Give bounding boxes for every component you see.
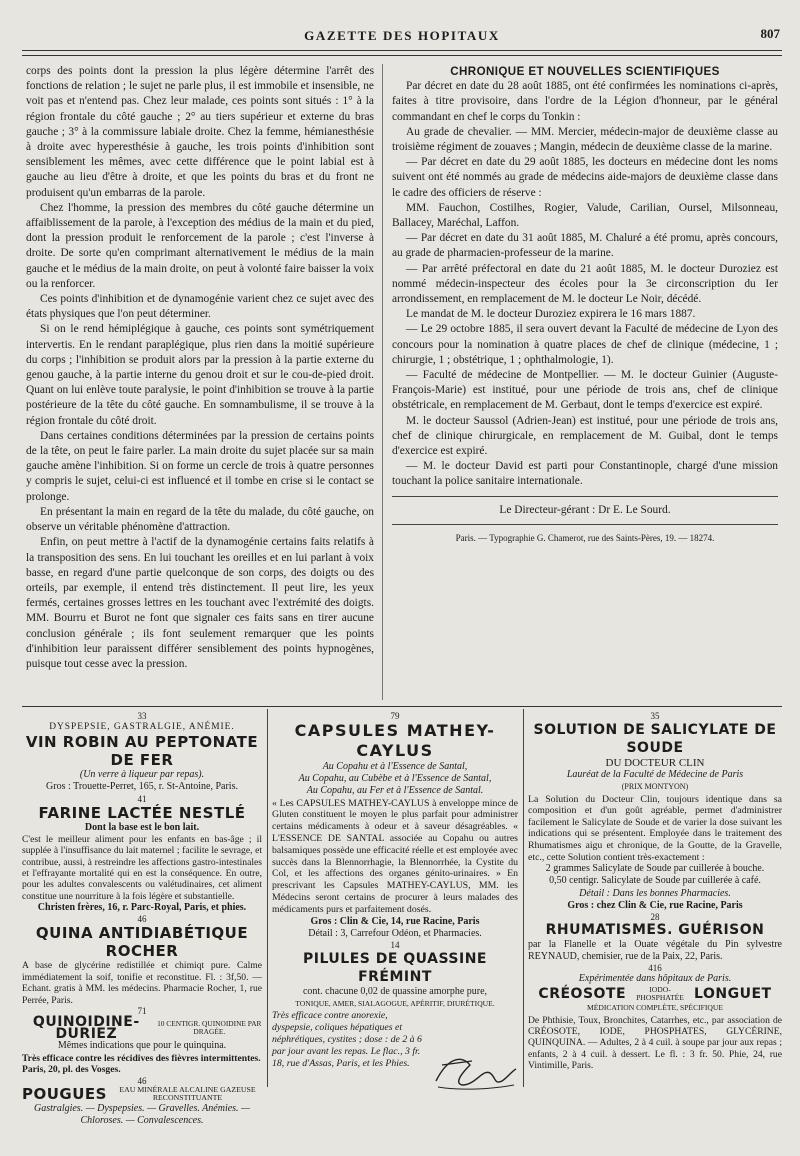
news-item: M. le docteur Saussol (Adrien-Jean) est institué, pour une période de trois ans, chef de clinique chirurgicale, en remplacement de M. Guibal, dont le temps d'exercice est expiré. xyxy=(392,414,778,458)
news-item: Par décret en date du 28 août 1885, ont été confirmées les nominations ci-après, faites à titre provisoire, dans l'ordre de la Légion d'honneur, par le général commandant en chef le corps du Tonkin : xyxy=(392,80,778,123)
ad-number: 41 xyxy=(137,793,147,804)
vin-robin-address: Gros : Trouette-Perret, 165, r. St-Antoine, Paris. xyxy=(46,781,238,793)
solution-address: Gros : chez Clin & Cie, rue Racine, Paris xyxy=(567,899,743,911)
news-item: — Par décret en date du 29 août 1885, les docteurs en médecine dont les noms suivent ont été nommés au grade de médecins aide-majors de deuxième classe dans le cadre des officiers de réserve : xyxy=(392,156,778,199)
news-item: Le mandat de M. le docteur Duroziez expirera le 16 mars 1887. xyxy=(406,308,696,321)
solution-dose-1: 2 grammes Salicylate de Soude par cuillerée à bouche. xyxy=(545,863,765,875)
article-paragraph: Ces points d'inhibition et de dynamogénie varient chez ce sujet avec des états physiques que l'on peut déterminer. xyxy=(26,293,374,321)
journal-title: GAZETTE DES HOPITAUX xyxy=(304,28,500,43)
creosote-kind: MÉDICATION COMPLÈTE, SPÉCIFIQUE xyxy=(586,1003,724,1013)
creosote-title: CRÉOSOTE xyxy=(538,985,627,1002)
rhumatismes-title: RHUMATISMES. GUÉRISON xyxy=(545,921,765,938)
article-paragraph: Si on le rend hémiplégique à gauche, ces points sont symétriquement intervertis. En le rendant paraplégique, plus rien dans la moitié supérieure du corps ; l'inhibition se produit alors par la pression à la partie externe du genou gauche, à la partie interne du genou droit et sur le cou-de-pied droit. Quant on lui enlève toute paralysie, le point d'inhibition se trouve à la partie postérieure de la tête du côté gauche. En somnambulisme, il se trouve à la région frontale du côté droit. xyxy=(26,323,374,427)
pougues-title: POUGUES xyxy=(22,1084,107,1103)
news-item: — M. le docteur David est parti pour Constantinople, chargé d'une mission touchant la police sanitaire internationale. xyxy=(392,460,778,488)
ad-kicker: DYSPEPSIE, GASTRALGIE, ANÉMIE. xyxy=(49,722,235,732)
quinoidine-dose: 10 CENTIGR. QUINOIDINE PAR DRAGÉE. xyxy=(157,1019,262,1037)
capsules-sub1: Au Copahu et à l'Essence de Santal, xyxy=(322,761,468,772)
article-paragraph: corps des points dont la pression la plus légère détermine l'arrêt des fonctions de relation ; le sujet ne parle plus, il est immobile et insensible, ne voit pas et n'entend pas. Chez leur malade, ces points sont situés : 1° à la région frontale du côté gauche ; 2° au tiers supérieur et externe du bras gauche ; 3° à la commissure labiale droite. Chez la femme, hémianesthésie à droite avec hyperesthésie à gauche, les trois points d'inhibition sont sensiblement les mêmes, avec cette différence que le point labial est à gauche au lieu d'être à droite, et que les points du bras et du front ne produisent qu'un embarras de la parole. xyxy=(26,65,374,199)
left-column xyxy=(26,64,374,672)
ad-column-2 xyxy=(272,711,518,1143)
column-divider xyxy=(382,64,383,700)
creosote-title-2: LONGUET xyxy=(694,985,772,1002)
article-paragraph: En présentant la main en regard de la tête du malade, du côté gauche, on observe un véritable phénomène d'attraction. xyxy=(26,505,374,534)
pougues-side: EAU MINÉRALE ALCALINE GAZEUSE RECONSTITUANTE xyxy=(119,1084,256,1103)
quinoidine-title: QUINOIDINE-DURIEZ xyxy=(32,1014,140,1043)
news-item: — Le 29 octobre 1885, il sera ouvert devant la Faculté de médecine de Lyon des concours pour la nomination à quatre places de chef de clinique (médecine, 1 ; chirurgie, 1 ; obstétrique, 1 ; ophthalmologie, 1). xyxy=(392,323,778,366)
news-item: — Faculté de médecine de Montpellier. — M. le docteur Guinier (Auguste-François-Marie) est institué, pour une période de trois ans, chef de clinique obstétricale, en remplacement de M. Gerbaut, dont le temps d'exercice est expiré. xyxy=(392,369,778,412)
quina-title: QUINA ANTIDIABÉTIQUE ROCHER xyxy=(35,924,249,961)
farine-address: Christen frères, 16, r. Parc-Royal, Paris, et phies. xyxy=(37,902,247,914)
news-item: MM. Fauchon, Costilhes, Rogier, Valude, Carilian, Oursel, Milsonneau, Ballacey, Maréchal, Laffon. xyxy=(392,201,778,230)
article-paragraph: Dans certaines conditions déterminées par la pression de certains points de la tête, on peut le faire parler. La main droite du sujet placée sur sa main gauche amène l'inhibition. Si on forme un cercle de trois à quatre personnes y compris le sujet, celui-ci est influencé et il tombe en crise si le contact se prolonge. xyxy=(26,429,374,503)
farine-text: C'est le meilleur aliment pour les enfants en bas-âge ; il supplée à l'insuffisance du lait maternel ; facilite le sevrage, et contribue, aussi, à restreindre les affections gastro-intestinales et l'effrayante mortalité qui en est la conséquence. En outre, pour les adultes convalescents ou valétudinaires, cet aliment constitue une nourriture à la fois légère et substantielle. xyxy=(22,833,262,902)
header-rule-thin xyxy=(22,55,782,56)
farine-title: FARINE LACTÉE NESTLÉ xyxy=(38,803,246,822)
pilules-title: PILULES DE QUASSINE FRÉMINT xyxy=(303,950,487,985)
printer-line: Paris. — Typographie G. Chamerot, rue des Saints-Pères, 19. — 18274. xyxy=(455,532,715,543)
pougues-text: Gastralgies. — Dyspepsies. — Gravelles. Anémies. — Chloroses. — Convalescences. xyxy=(34,1102,250,1126)
news-item: — Par arrêté préfectoral en date du 21 août 1885, M. le docteur Duroziez est nommé médecin-inspecteur des écoles pour la 3e circonscription du Ier arrondissement, en remplacement de M. le docteur Le Noir, décédé. xyxy=(392,262,778,306)
quinoidine-text1: Mêmes indications que pour le quinquina. xyxy=(57,1040,227,1052)
quinoidine-text2: Très efficace contre les récidives des fièvres intermittentes. Paris, 20, pl. des Vosges. xyxy=(22,1052,261,1076)
solution-text: La Solution du Docteur Clin, toujours identique dans sa composition et d'un goût agréable, permet d'administrer facilement le Salicylate de Soude et de varier la dose suivant les indications qui se présentent. Employée dans le traitement des Rhumatismes aigu et chronique, de la Goutte, de la Gravelle, etc., cette Solution contient très-exactement : xyxy=(528,793,782,863)
right-column xyxy=(392,64,778,546)
pougues-header xyxy=(22,1086,262,1103)
capsules-address: Gros : Clin & Cie, 14, rue Racine, Paris xyxy=(310,915,480,927)
printer-rule xyxy=(392,524,778,525)
solution-laureat: Lauréat de la Faculté de Médecine de Paris xyxy=(566,769,744,781)
rhumatismes-text: par la Flanelle et la Ouate végétale du Pin sylvestre REYNAUD, chemisier, rue de la Paix, 22, Paris. xyxy=(528,938,782,963)
pilules-kind: TONIQUE, AMER, SIALAGOGUE, APÉRITIF, DIURÉTIQUE. xyxy=(295,999,495,1009)
ad-number: 28 xyxy=(650,911,660,922)
pilules-sub: cont. chacune 0,02 de quassine amorphe pure, xyxy=(302,985,488,997)
section-title: CHRONIQUE ET NOUVELLES SCIENTIFIQUES xyxy=(450,65,720,78)
page-header xyxy=(22,26,782,48)
creosote-mid: IODO- PHOSPHATÉE xyxy=(636,984,684,1002)
vin-robin-title: VIN ROBIN AU PEPTONATE DE FER xyxy=(25,733,259,770)
solution-detail: Détail : Dans les bonnes Pharmacies. xyxy=(579,887,731,899)
quinoidine-header xyxy=(22,1014,262,1043)
capsules-title: CAPSULES MATHEY-CAYLUS xyxy=(294,721,496,760)
ad-number: 79 xyxy=(390,711,400,721)
creosote-header xyxy=(528,986,782,1003)
ad-number: 416 xyxy=(648,963,662,974)
quina-text: A base de glycérine redistillée et chimiqt pure. Calme immédiatement la soif, tonifie et reconstitue. Fl. : 3f,50. — Echant. gratis à MM. les médecins. Pharmacie Rocher, 1, rue Perrée, Paris. xyxy=(22,960,262,1006)
director-signature: Le Directeur-gérant : Dr E. Le Sourd. xyxy=(499,503,671,516)
ad-divider xyxy=(523,709,524,1087)
farine-sub: Dont la base est le bon lait. xyxy=(84,821,200,833)
solution-prix: (PRIX MONTYON) xyxy=(621,782,689,792)
capsules-detail: Détail : 3, Carrefour Odéon, et Pharmacies. xyxy=(308,927,482,939)
capsules-sub3: Au Copahu, au Fer et à l'Essence de Santal. xyxy=(306,785,484,797)
ad-column-1 xyxy=(22,711,262,1143)
article-paragraph: Enfin, on peut mettre à l'actif de la dynamogénie certains faits relatifs à la transposition des sens. En lui touchant les oreilles et en lui parlant à voix basse, en regard d'une partie quelconque de son corps, des doigts ou des orteils, par exemple, il entend très distinctement. Il peut lire, les yeux fermés, certaines grosses lettres en les touchant avec l'extrémité des doigts. MM. Bourru et Burot ne font que signaler ces faits sans en tirer aucune conclusion générale ; ils font seulement remarquer que les points d'inhibition leur paraissent différer sensiblement des points hypnogènes, puisque tout cesse avec la pression. xyxy=(26,536,374,670)
creosote-text: De Phthisie, Toux, Bronchites, Catarrhes, etc., par association de CRÉOSOTE, IODE, PHOSPHATES, GLYCÉRINE, QUINQUINA. — Adultes, 2 à 4 cuil. à soupe par jour aux repas ; enfants, 2 à 4 cuil. à dessert. Le fl. : 3 fr. 50. Phie, 24, rue Vintimille, Paris. xyxy=(528,1014,782,1072)
header-rule xyxy=(22,50,782,51)
solution-title: SOLUTION DE SALICYLATE DE SOUDE xyxy=(533,722,777,756)
ad-number: 35 xyxy=(650,711,660,721)
ad-column-3 xyxy=(528,711,782,1143)
capsules-sub2: Au Copahu, au Cubèbe et à l'Essence de Santal, xyxy=(298,773,492,785)
ad-number: 33 xyxy=(137,711,147,721)
creosote-experience: Expérimentée dans hôpitaux de Paris. xyxy=(578,973,732,985)
ad-number: 46 xyxy=(137,914,147,925)
fremint-signature xyxy=(432,1051,518,1091)
ad-number: 14 xyxy=(390,939,400,950)
ad-number: 46 xyxy=(137,1075,147,1086)
ad-divider xyxy=(267,709,268,1087)
signature-rule xyxy=(392,496,778,497)
solution-by: DU DOCTEUR CLIN xyxy=(605,757,705,769)
ad-number: 71 xyxy=(137,1006,147,1017)
capsules-text: « Les CAPSULES MATHEY-CAYLUS à enveloppe mince de Gluten constituent le moyen le plus parfait pour administrer certains médicaments à odeur et à saveur désagréables. « L'ESSENCE DE SANTAL associée au Copahu ou autres balsamiques possède une efficacité réelle et est employée avec succès dans la Blennorrhagie, la Blennorrhée, la Cystite du Col, et les affections des organes génito-urinaires. » En prescrivant les Capsules MATHEY-CAYLUS, MM. les Médecins seront certains de procurer à leurs malades des médicaments purs et parfaitement dosés. xyxy=(272,797,518,915)
news-item: — Par décret en date du 31 août 1885, M. Chaluré a été promu, après concours, au grade de pharmacien-professeur de la marine. xyxy=(392,232,778,260)
vin-robin-sub: (Un verre à liqueur par repas). xyxy=(79,769,205,781)
article-paragraph: Chez l'homme, la pression des membres du côté gauche détermine un affaiblissement de la parole, à l'exception des médius de la main et du pied, dont la pression produit le renforcement de la parole ; c'est l'inverse à droite. De sorte qu'en comprimant alternativement le médius de la main gauche et le médius de la main droite, on peut à volonté faire baisser la voix ou la renforcer. xyxy=(26,201,374,290)
page-number: 807 xyxy=(760,26,780,41)
solution-dose-2: 0,50 centigr. Salicylate de Soude par cuillerée à café. xyxy=(549,875,761,887)
pilules-text: Très efficace contre anorexie, dyspepsie, coliques hépatiques et néphrétiques, cystites ; dose : de 2 à 6 par jour avant les repas. Le flac., 3 fr. 18, rue d'Assas, Paris, et les Phies. xyxy=(272,1010,422,1069)
news-item: Au grade de chevalier. — MM. Mercier, médecin-major de deuxième classe au troisième régiment de zouaves ; Mangin, médecin de deuxième classe de la marine. xyxy=(392,125,778,154)
advertisements xyxy=(22,706,782,1147)
